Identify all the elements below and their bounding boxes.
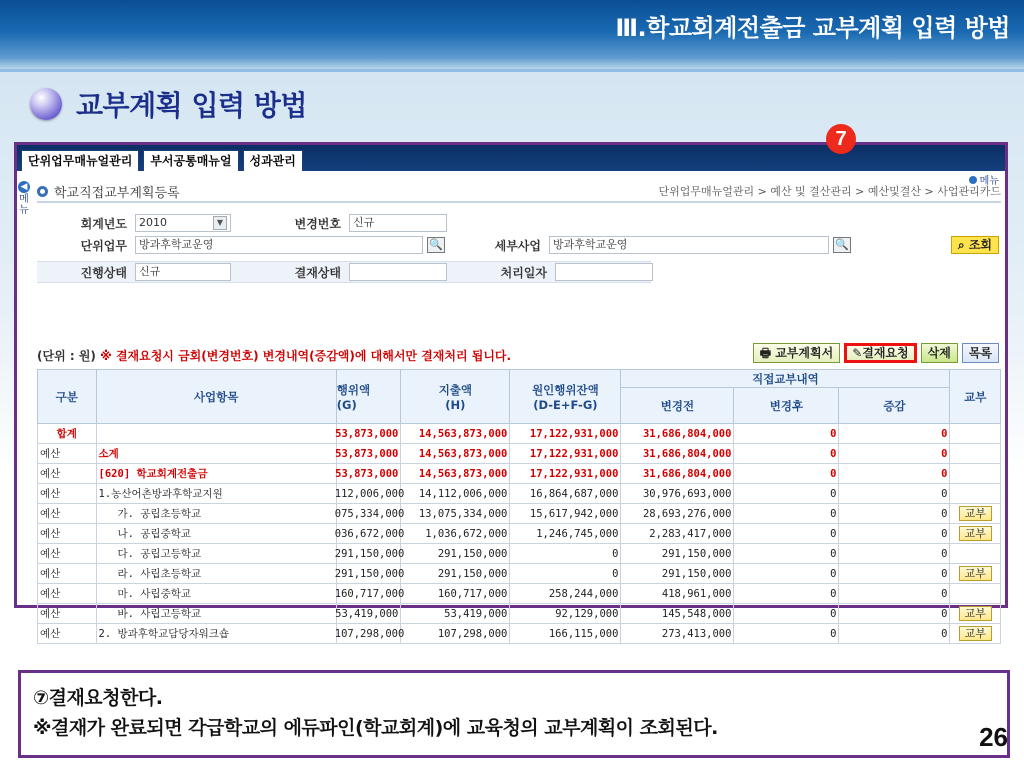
page-number: 26 [979,722,1008,752]
cell-category: 예산 [38,624,97,644]
page-head [37,181,1001,203]
cell-before: 31,686,804,000 [621,464,734,484]
unit-task-field[interactable]: 방과후학교운영 [135,236,423,254]
cell-after: 0 [734,604,839,624]
col-header-direct-group: 직접교부내역 [621,370,950,388]
cell-balance: 0 [510,544,621,564]
cell-h-amount: 160,717,000 [401,584,510,604]
col-header-g: 행위액 (G) [336,370,401,424]
cell-h-amount: 14,563,873,000 [401,464,510,484]
allot-button[interactable]: 교부 [959,526,992,541]
plan-document-label: 교부계획서 [775,346,834,360]
cell-category: 예산 [38,564,97,584]
budget-table-body [38,424,1001,644]
cell-diff: 0 [839,504,950,524]
form-row-status [57,262,999,282]
cell-project-item: 2. 방과후학교담당자워크숍 [96,624,336,644]
cell-category: 합계 [38,424,97,444]
edit-icon: ✎ [852,346,863,360]
table-row[interactable] [38,424,1001,444]
table-row[interactable] [38,584,1001,604]
change-no-field[interactable]: 신규 [349,214,447,232]
view-search-icon: ⌕ [957,238,969,252]
cell-allot [950,604,1001,624]
cell-balance: 17,122,931,000 [510,444,621,464]
cell-before: 418,961,000 [621,584,734,604]
printer-icon: 🖶 [759,346,776,360]
col-header-h: 지출액 (H) [401,370,510,424]
cell-allot [950,624,1001,644]
cell-after: 0 [734,424,839,444]
unit-notice [37,347,511,364]
cell-allot [950,484,1001,504]
cell-category: 예산 [38,464,97,484]
allot-button[interactable]: 교부 [959,606,992,621]
cell-h-amount: 1,036,672,000 [401,524,510,544]
cell-balance: 1,246,745,000 [510,524,621,544]
action-buttons [753,343,999,363]
cell-project-item: 소계 [96,444,336,464]
cell-diff: 0 [839,584,950,604]
form-row-year [57,213,999,233]
magnifier-icon: 🔍 [429,238,443,251]
cell-g-amount: 53,873,000 [336,424,401,444]
cell-before: 291,150,000 [621,544,734,564]
cell-allot [950,584,1001,604]
approval-status-label: 결재상태 [294,265,341,280]
detail-project-label: 세부사업 [494,238,541,253]
cell-balance: 17,122,931,000 [510,464,621,484]
cell-before: 31,686,804,000 [621,424,734,444]
unit-task-search-button[interactable] [427,237,445,253]
col-header-after: 변경후 [734,388,839,424]
budget-grid [37,369,1001,640]
form-row-unit [57,235,999,255]
cell-g-amount: 107,298,000 [336,624,401,644]
cell-g-amount: 075,334,000 [336,504,401,524]
cell-g-amount: 53,419,000 [336,604,401,624]
side-menu-arrow-icon: ◀ [18,181,30,193]
cell-project-item: [620] 학교회계전출금 [96,464,336,484]
cell-after: 0 [734,584,839,604]
section-title: Ⅲ.학교회계전출금 교부계획 입력 방법 [615,14,1010,42]
cell-diff: 0 [839,444,950,464]
cell-before: 28,693,276,000 [621,504,734,524]
cell-allot [950,444,1001,464]
cell-g-amount: 291,150,000 [336,544,401,564]
cell-balance: 0 [510,564,621,584]
cell-h-amount: 291,150,000 [401,564,510,584]
cell-h-amount: 14,563,873,000 [401,424,510,444]
table-row[interactable] [38,604,1001,624]
table-row[interactable] [38,444,1001,464]
cell-project-item: 다. 공립고등학교 [96,544,336,564]
cell-h-amount: 291,150,000 [401,544,510,564]
cell-category: 예산 [38,584,97,604]
cell-allot [950,544,1001,564]
chevron-down-icon: ▼ [213,216,227,230]
view-button[interactable] [951,236,999,254]
tab-dept-common-manual[interactable]: 부서공통매뉴얼 [143,150,238,171]
cell-project-item: 가. 공립초등학교 [96,504,336,524]
cell-after: 0 [734,564,839,584]
table-row[interactable] [38,524,1001,544]
side-menu-char-2: 뉴 [19,205,29,216]
allot-button[interactable]: 교부 [959,566,992,581]
top-menubar [17,145,1005,171]
approval-status-field[interactable] [349,263,447,281]
cell-category: 예산 [38,544,97,564]
tab-performance-mgmt[interactable]: 성과관리 [243,150,303,171]
approval-request-button[interactable] [844,343,916,363]
page-heading [30,84,307,124]
cell-category: 예산 [38,504,97,524]
cell-before: 291,150,000 [621,564,734,584]
app-content [17,181,1005,640]
cell-allot [950,504,1001,524]
table-row[interactable] [38,484,1001,504]
cell-balance: 15,617,942,000 [510,504,621,524]
delete-button[interactable]: 삭제 [921,343,958,363]
cell-after: 0 [734,484,839,504]
cell-before: 273,413,000 [621,624,734,644]
magnifier-icon: 🔍 [835,238,849,251]
cell-before: 145,548,000 [621,604,734,624]
cell-g-amount: 036,672,000 [336,524,401,544]
col-header-before: 변경전 [621,388,734,424]
cell-allot [950,424,1001,444]
cell-diff: 0 [839,624,950,644]
table-row[interactable] [38,544,1001,564]
approval-request-label: 결재요청 [862,346,909,360]
cell-h-amount: 14,112,006,000 [401,484,510,504]
detail-project-field[interactable]: 방과후학교운영 [549,236,829,254]
tab-unit-task-manual[interactable]: 단위업무매뉴얼관리 [21,150,139,171]
ring-bullet-icon [37,186,48,197]
cell-diff: 0 [839,484,950,504]
fiscal-year-select[interactable] [135,214,231,232]
cell-after: 0 [734,464,839,484]
side-menu-char-1: 메 [19,194,29,205]
cell-g-amount: 53,873,000 [336,464,401,484]
note-line-2: ※결재가 완료되면 각급학교의 에듀파인(학교회계)에 교육청의 교부계획이 조회된다. [33,717,718,739]
col-header-category: 구분 [38,370,97,424]
cell-project-item: 라. 사립초등학교 [96,564,336,584]
cell-diff: 0 [839,424,950,444]
cell-diff: 0 [839,564,950,584]
cell-project-item: 바. 사립고등학교 [96,604,336,624]
cell-balance: 166,115,000 [510,624,621,644]
cell-g-amount: 160,717,000 [336,584,401,604]
cell-after: 0 [734,524,839,544]
progress-field[interactable]: 신규 [135,263,231,281]
app-screenshot-frame [14,142,1008,640]
instruction-note-box [18,670,1010,758]
fiscal-year-value: 2010 [139,216,167,229]
cell-before: 2,283,417,000 [621,524,734,544]
slide-header-band [0,0,1024,72]
cell-project-item: 마. 사립중학교 [96,584,336,604]
budget-table [37,369,1001,644]
col-header-balance: 원인행위잔액 (D-E+F-G) [510,370,621,424]
processed-date-label: 처리일자 [500,265,547,280]
cell-category: 예산 [38,484,97,504]
cell-after: 0 [734,544,839,564]
table-row[interactable] [38,504,1001,524]
col-header-allot: 교부 [950,370,1001,424]
step-callout-badge: 7 [826,124,856,154]
list-button[interactable]: 목록 [962,343,999,363]
cell-balance: 92,129,000 [510,604,621,624]
side-menu-toggle[interactable] [17,181,31,216]
cell-category: 예산 [38,604,97,624]
cell-allot [950,524,1001,544]
cell-category: 예산 [38,444,97,464]
cell-g-amount: 112,006,000 [336,484,401,504]
cell-h-amount: 107,298,000 [401,624,510,644]
cell-before: 30,976,693,000 [621,484,734,504]
progress-label: 진행상태 [80,265,127,280]
cell-g-amount: 53,873,000 [336,444,401,464]
cell-after: 0 [734,504,839,524]
cell-project-item: 1.농산어촌방과후학교지원 [96,484,336,504]
cell-before: 31,686,804,000 [621,444,734,464]
bullet-orb-icon [30,88,62,120]
cell-diff: 0 [839,524,950,544]
plan-document-button[interactable] [753,343,840,363]
cell-after: 0 [734,624,839,644]
cell-diff: 0 [839,604,950,624]
page-head-title [37,182,180,201]
detail-project-search-button[interactable] [833,237,851,253]
page-heading-text: 교부계획 입력 방법 [76,89,307,122]
cell-g-amount: 291,150,000 [336,564,401,584]
view-button-label: 조회 [968,238,992,252]
allot-button[interactable]: 교부 [959,626,992,641]
cell-after: 0 [734,444,839,464]
cell-diff: 0 [839,464,950,484]
col-header-project: 사업항목 [96,370,336,424]
cell-diff: 0 [839,544,950,564]
cell-category: 예산 [38,524,97,544]
cell-project-item [96,424,336,444]
fiscal-year-label: 회계년도 [80,216,127,231]
change-no-label: 변경번호 [294,216,341,231]
table-row[interactable] [38,624,1001,644]
menu-toggle-label: 메뉴 [979,176,999,187]
cell-h-amount: 53,419,000 [401,604,510,624]
processed-date-field[interactable] [555,263,653,281]
approval-notice-text: ※ 결재요청시 금회(변경번호) 변경내역(증감액)에 대해서만 결재처리 됩니다. [100,349,512,363]
cell-h-amount: 13,075,334,000 [401,504,510,524]
cell-balance: 258,244,000 [510,584,621,604]
cell-h-amount: 14,563,873,000 [401,444,510,464]
cell-balance: 16,864,687,000 [510,484,621,504]
cell-allot [950,564,1001,584]
col-header-diff: 증감 [839,388,950,424]
cell-project-item: 나. 공립중학교 [96,524,336,544]
breadcrumb: 단위업무매뉴얼관리 > 예산 및 결산관리 > 예산및결산 > 사업관리카드 [658,185,1001,198]
table-row[interactable] [38,464,1001,484]
menu-link-row [17,171,1005,187]
note-line-1: ⑦결재요청한다. [33,687,163,709]
table-row[interactable] [38,564,1001,584]
unit-task-label: 단위업무 [80,238,127,253]
cell-allot [950,464,1001,484]
page-title: 학교직접교부계획등록 [54,185,180,201]
cell-balance: 17,122,931,000 [510,424,621,444]
allot-button[interactable]: 교부 [959,506,992,521]
unit-label: (단위 : 원) [37,349,96,363]
